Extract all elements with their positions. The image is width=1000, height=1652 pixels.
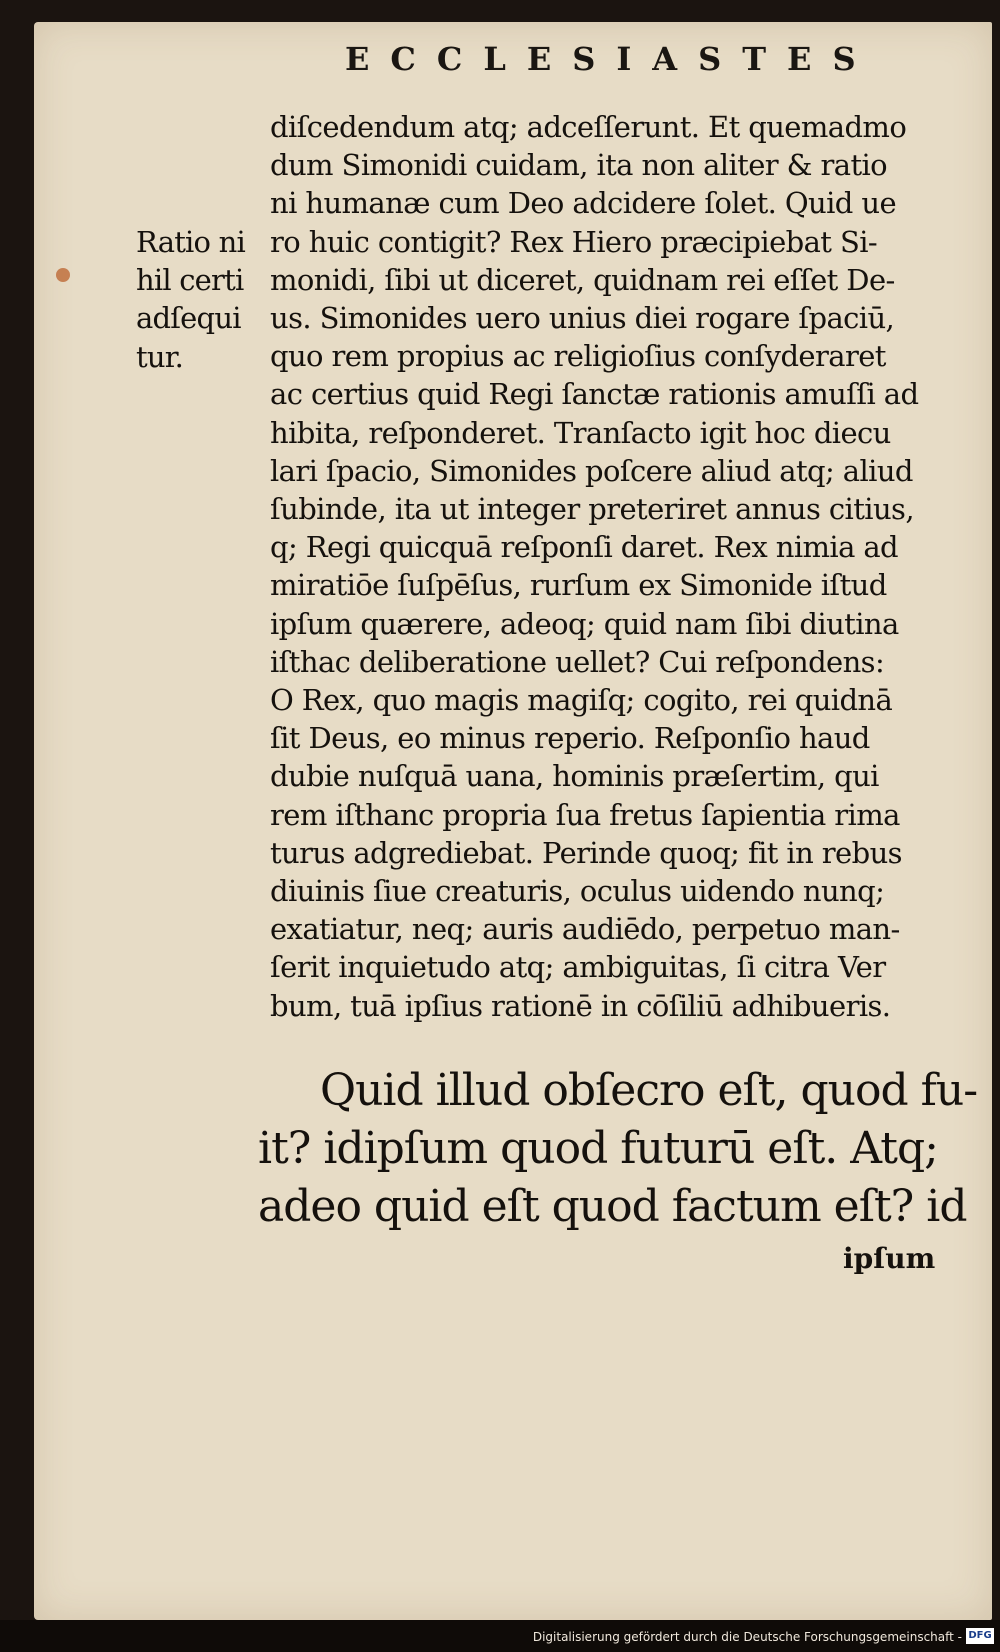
marginal-note-line: adſequi [136,301,241,336]
text-line: ni humanæ cum Deo adcidere ſolet. Quid ue [270,186,897,221]
text-line: diuinis ſiue creaturis, oculus uidendo nunq; [270,874,885,909]
text-line: miratiōe ſuſpēſus, rurſum ex Simonide iſtud [270,568,887,603]
marginal-note-line: Ratio ni [136,225,245,259]
digitization-credit: Digitalisierung gefördert durch die Deutsche Forschungsgemeinschaft - [532,1630,962,1644]
text-line: hibita, reſponderet. Tranſacto igit hoc diecu [270,415,891,450]
text-line: dubie nuſquā uana, hominis præſertim, qui [270,759,879,794]
text-line: diſcedendum atq; adceſſerunt. Et quemadmo [270,110,907,144]
text-line: ſubinde, ita ut integer preteriret annus citius, [270,492,914,527]
marginal-note-line: tur. [136,339,184,374]
verse-line: Quid illud obſecro eſt, quod fu- [320,1065,978,1116]
verse-text [258,1062,978,1236]
text-line: turus adgrediebat. Perinde quoq; fit in rebus [270,835,902,870]
text-line: ſit Deus, eo minus reperio. Reſponſio haud [270,721,870,756]
text-line: dum Simonidi cuidam, ita non aliter & ratio [270,148,888,183]
text-line: quo rem propius ac religioſius conſyderaret [270,339,886,374]
text-line: ipſum quærere, adeoq; quid nam ſibi diutina [270,606,899,641]
verse-line: adeo quid eſt quod factum eſt? id [258,1181,967,1232]
body-text [270,108,970,1025]
text-line: ro huic contigit? Rex Hiero præcipiebat Si- [270,224,878,259]
text-line: iſthac deliberatione uellet? Cui reſpondens: [270,644,885,679]
running-head: ECCLESIASTES [345,40,877,78]
text-line: O Rex, quo magis magiſq; cogito, rei quidnā [270,683,893,718]
dfg-logo: DFG [966,1628,994,1644]
marginal-note-line: hil certi [136,263,244,298]
text-line: exatiatur, neq; auris audiēdo, perpetuo man- [270,912,900,947]
stain-mark [56,268,70,282]
text-line: ſerit inquietudo atq; ambiguitas, ſi citra Ver [270,950,886,985]
catchword: ipſum [843,1242,936,1275]
text-line: rem iſthanc propria ſua fretus ſapientia rima [270,797,900,832]
text-line: ac certius quid Regi ſanctæ rationis amuſſi ad [270,377,919,412]
marginal-note [136,223,266,376]
text-line: bum, tuā ipſius rationē in cōſiliū adhibueris. [270,988,891,1023]
text-line: monidi, ſibi ut diceret, quidnam rei eſſet De- [270,262,895,297]
text-line: us. Simonides uero unius diei rogare ſpaciū, [270,301,895,336]
text-line: lari ſpacio, Simonides poſcere aliud atq; aliud [270,453,913,488]
text-line: q; Regi quicquā reſponſi daret. Rex nimia ad [270,530,899,565]
verse-line: it? idipſum quod futurū eſt. Atq; [258,1123,938,1174]
